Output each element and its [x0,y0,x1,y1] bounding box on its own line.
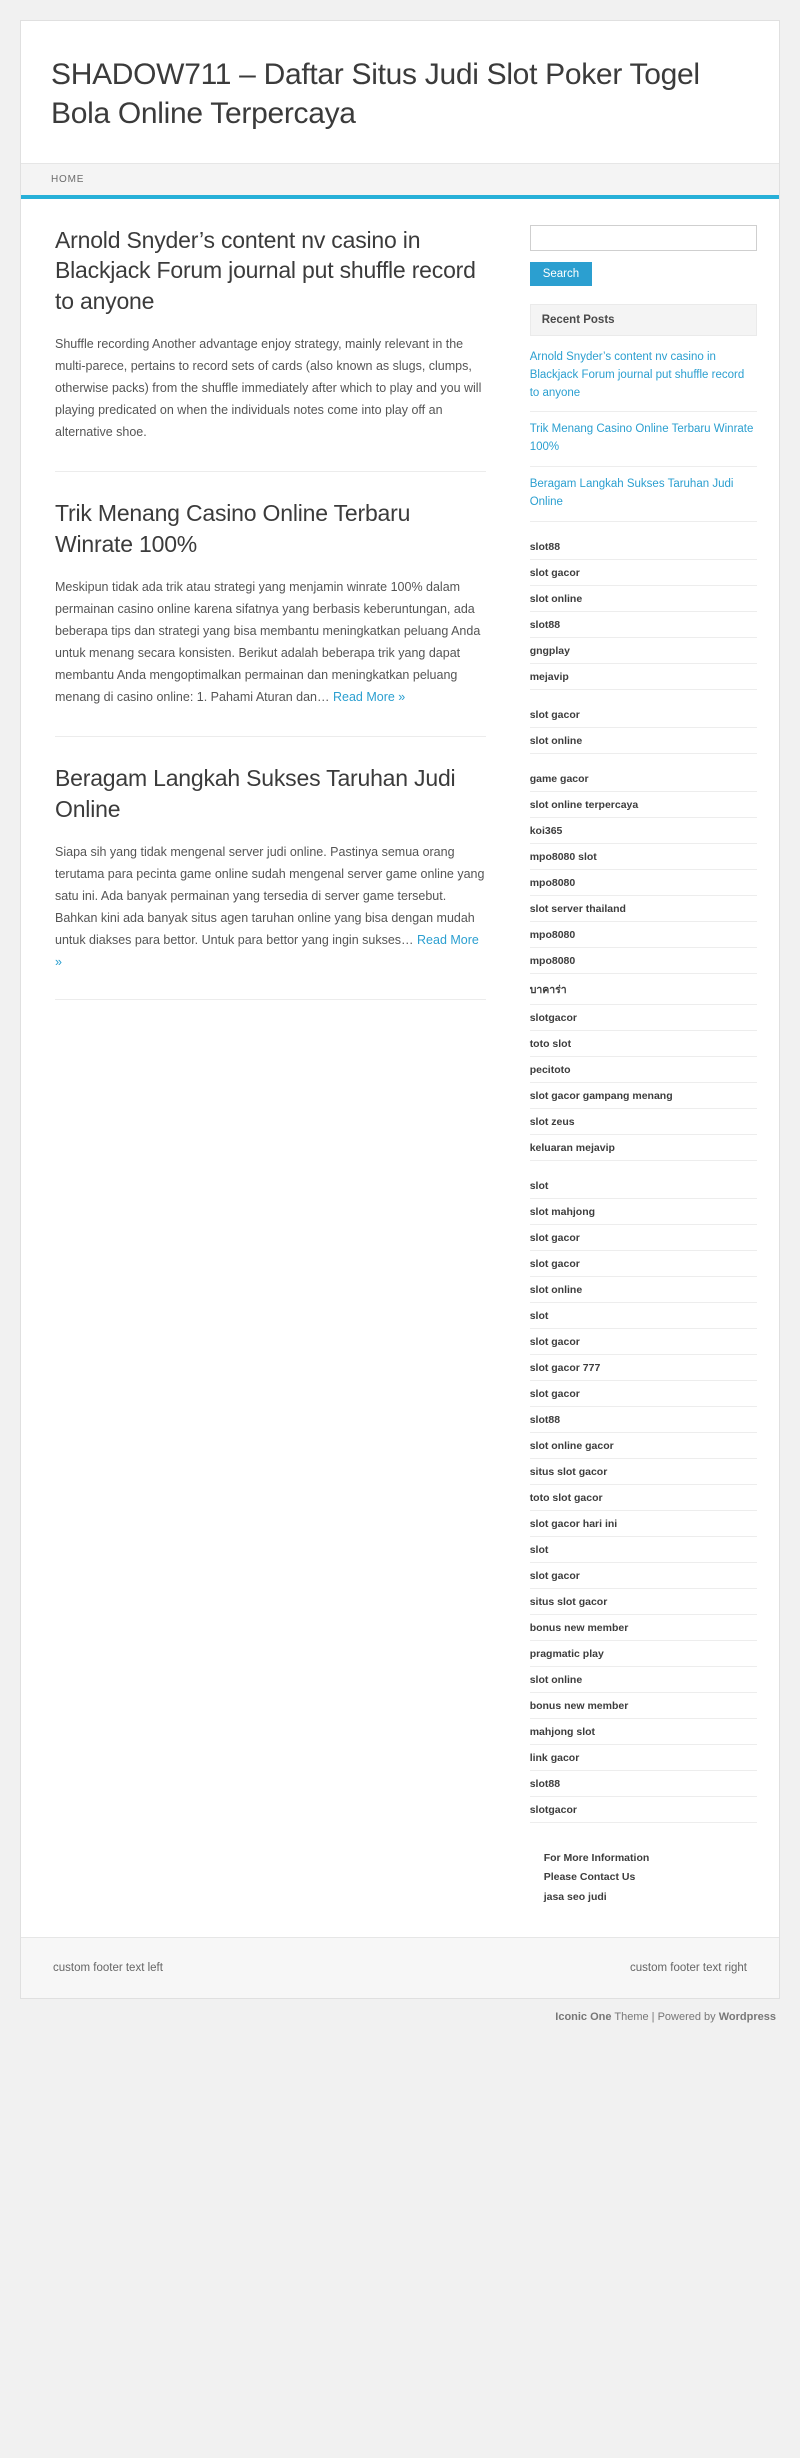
partner-link[interactable]: slot gacor [529,1569,580,1582]
article-body [55,334,486,443]
list-item [530,638,757,664]
list-item [530,1797,757,1823]
article-title: Arnold Snyder’s content nv casino in Blackjack Forum journal put shuffle record to anyone [55,227,476,314]
partner-link[interactable]: slot mahjong [529,1205,596,1218]
partner-link[interactable]: slot online [529,592,583,605]
list-item [530,1771,757,1797]
article-2 [55,471,486,730]
link-group-4 [530,1173,757,1823]
partner-link[interactable]: koi365 [529,824,563,837]
partner-link[interactable]: slot [529,1179,549,1192]
partner-link[interactable]: slot gacor gampang menang [529,1089,673,1102]
recent-posts-list [530,340,757,522]
list-item [530,560,757,586]
footer-text-left: custom footer text left [53,1961,163,1974]
recent-post-link[interactable]: Trik Menang Casino Online Terbaru Winrate 100% [529,423,754,454]
platform-credit-link[interactable]: Wordpress [718,2010,776,2023]
search-widget [530,225,757,286]
list-item [530,1277,757,1303]
article-1 [55,225,486,465]
link-group-1 [530,534,757,690]
list-item [530,1641,757,1667]
partner-link[interactable]: toto slot [529,1037,572,1050]
partner-link[interactable]: keluaran mejavip [529,1141,615,1154]
partner-link[interactable]: slot gacor [529,1257,580,1270]
primary-navigation [21,163,779,199]
partner-link[interactable]: slot88 [529,540,561,553]
list-item [530,948,757,974]
site-credit [20,1999,780,2049]
list-item [530,612,757,638]
recent-post-link[interactable]: Arnold Snyder’s content nv casino in Blackjack Forum journal put shuffle record to anyone [529,351,745,399]
list-item [530,1135,757,1161]
list-item [530,1433,757,1459]
partner-link[interactable]: mpo8080 slot [529,850,597,863]
partner-link[interactable]: slot online [529,1673,583,1686]
list-item [530,534,757,560]
article-text: Siapa sih yang tidak mengenal server judi online. Pastinya semua orang terutama para pecinta game online sudah mengenal server game online yang satu ini. Ada banyak permainan yang tersedia di server game tersebut. Bahkan kini ada banyak situs agen taruhan online yang bisa dengan mudah untuk diakses para bettor. Untuk para bettor yang ingin sukses… [55,845,485,947]
partner-link[interactable]: slot online [529,734,583,747]
partner-link[interactable]: slot online [529,1283,583,1296]
list-item [530,922,757,948]
nav-item-home[interactable]: HOME [51,174,85,185]
read-more-link[interactable]: Read More » [332,689,406,704]
partner-link[interactable]: slot [529,1309,549,1322]
partner-link[interactable]: slotgacor [529,1011,577,1024]
partner-link[interactable]: game gacor [529,772,589,785]
list-item [530,1485,757,1511]
list-item [530,1109,757,1135]
list-item [530,1719,757,1745]
link-group-3 [530,766,757,1161]
partner-link[interactable]: mejavip [529,670,569,683]
credit-middle-text: Theme | Powered by [611,2010,719,2023]
content-wrapper [21,199,779,1937]
main-content [21,199,520,1937]
link-group-2 [530,702,757,754]
partner-link[interactable]: toto slot gacor [529,1491,603,1504]
list-item [530,844,757,870]
page-container [20,0,780,2049]
partner-link[interactable]: slot server thailand [529,902,626,915]
partner-link[interactable]: slot [529,1543,549,1556]
list-item [530,1083,757,1109]
link-list [530,1173,757,1823]
partner-link[interactable]: pragmatic play [529,1647,604,1660]
partner-link[interactable]: mpo8080 [529,954,576,967]
list-item [530,896,757,922]
article-text: Shuffle recording Another advantage enjoy strategy, mainly relevant in the multi-parece, pertains to record sets of cards (also known as slugs, clumps, otherwise packs) from the shuffle immediately after which to play and you will playing predicated on when the individuals notes come into play off an alternative shoe. [55,337,482,439]
article-title: Trik Menang Casino Online Terbaru Winrate 100% [55,500,411,557]
partner-link[interactable]: slot88 [529,1413,561,1426]
link-list [530,534,757,690]
list-item [530,1005,757,1031]
list-item [530,340,757,412]
partner-link[interactable]: situs slot gacor [529,1595,608,1608]
list-item [530,1511,757,1537]
article-text: Meskipun tidak ada trik atau strategi yang menjamin winrate 100% dalam permainan casino online karena sifatnya yang berbasis keberuntungan, ada beberapa tips dan strategi yang bisa membantu meningkatkan peluang Anda untuk menang secara konsisten. Berikut adalah beberapa trik yang dapat membantu Anda mengoptimalkan permainan dan meningkatkan peluang menang di casino online: 1. Pahami Aturan dan… [55,580,481,704]
partner-link[interactable]: slotgacor [529,1803,577,1816]
list-item [530,728,757,754]
article-body [55,577,486,708]
partner-link[interactable]: slot online gacor [529,1439,614,1452]
site-title: SHADOW711 – Daftar Situs Judi Slot Poker Togel Bola Online Terpercaya [51,58,700,130]
list-item [530,702,757,728]
contact-line-3: jasa seo judi [543,1890,607,1903]
list-item [530,818,757,844]
list-item [530,1537,757,1563]
read-more-link[interactable]: Read More » [55,932,479,969]
list-item [530,1031,757,1057]
partner-link[interactable]: slot gacor [529,708,580,721]
list-item [530,664,757,690]
article-body [55,842,486,973]
partner-link[interactable]: mpo8080 [529,876,576,889]
partner-link[interactable]: slot zeus [529,1115,575,1128]
partner-link[interactable]: slot online terpercaya [529,798,639,811]
recent-posts-title: Recent Posts [530,304,757,336]
partner-link[interactable]: slot gacor hari ini [529,1517,618,1530]
list-item [530,1303,757,1329]
list-item [530,1251,757,1277]
partner-link[interactable]: slot gacor [529,1335,580,1348]
list-item [530,870,757,896]
list-item [530,1355,757,1381]
list-item [530,467,757,522]
partner-link[interactable]: mahjong slot [529,1725,596,1738]
partner-link[interactable]: slot gacor [529,566,580,579]
theme-credit-link[interactable]: Iconic One [555,2010,612,2023]
partner-link[interactable]: slot88 [529,618,561,631]
partner-link[interactable]: bonus new member [529,1621,629,1634]
search-input[interactable] [530,225,757,251]
list-item [530,1615,757,1641]
list-item [530,1381,757,1407]
list-item [530,1745,757,1771]
footer-area [21,1937,779,1998]
article-divider [55,999,486,1000]
contact-line-2: Please Contact Us [543,1871,636,1884]
list-item [530,1407,757,1433]
partner-link[interactable]: slot88 [529,1777,561,1790]
list-item [530,1173,757,1199]
partner-link[interactable]: situs slot gacor [529,1465,608,1478]
list-item [530,1057,757,1083]
list-item [530,1589,757,1615]
contact-info [530,1849,757,1907]
list-item [530,792,757,818]
link-list [530,702,757,754]
site-shell [20,20,780,1999]
list-item [530,412,757,467]
list-item [530,1199,757,1225]
partner-link[interactable]: slot gacor [529,1231,580,1244]
sidebar [520,199,779,1937]
site-header [21,21,779,163]
list-item [530,1329,757,1355]
list-item [530,1667,757,1693]
list-item [530,586,757,612]
partner-link[interactable]: บาคาร่า [529,983,567,996]
recent-posts-widget [530,304,757,522]
contact-line-1: For More Information [543,1851,650,1864]
article-3 [55,736,486,1022]
partner-link[interactable]: slot gacor [529,1387,580,1400]
search-button[interactable]: Search [530,262,592,286]
partner-link[interactable]: slot gacor 777 [529,1361,601,1374]
partner-link[interactable]: mpo8080 [529,928,576,941]
list-item [530,1225,757,1251]
list-item [530,1693,757,1719]
list-item [530,1459,757,1485]
article-title: Beragam Langkah Sukses Taruhan Judi Online [55,765,456,822]
partner-link[interactable]: link gacor [529,1751,580,1764]
partner-link[interactable]: bonus new member [529,1699,629,1712]
list-item [530,766,757,792]
list-item [530,974,757,1005]
recent-post-link[interactable]: Beragam Langkah Sukses Taruhan Judi Online [529,478,734,508]
partner-link[interactable]: pecitoto [529,1063,571,1076]
partner-link[interactable]: gngplay [529,644,570,657]
footer-text-right: custom footer text right [630,1961,747,1974]
link-list [530,766,757,1161]
list-item [530,1563,757,1589]
